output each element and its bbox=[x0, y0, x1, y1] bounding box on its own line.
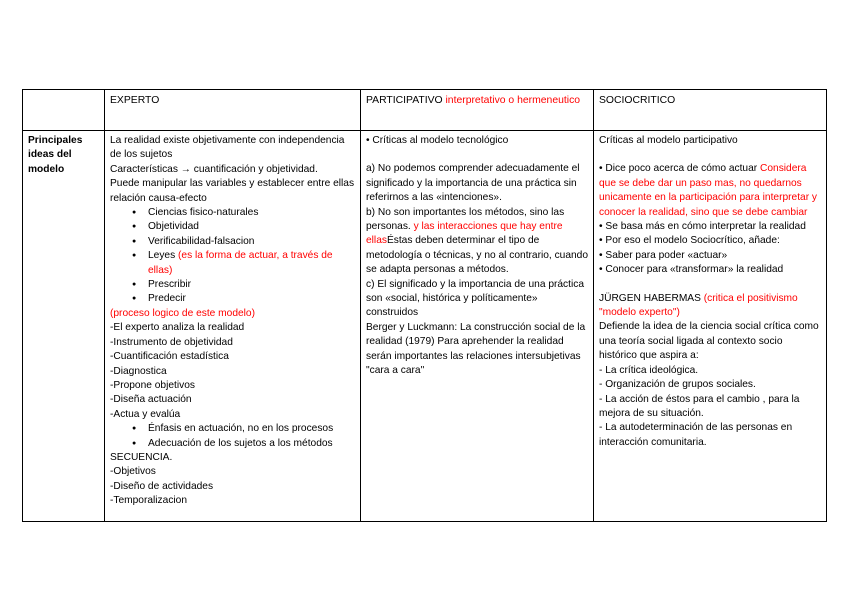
participativo-b-main: b) No son importantes los métodos, sino las personas. bbox=[366, 206, 565, 233]
row-label: Principales ideas del modelo bbox=[23, 131, 105, 522]
experto-line: -Diseña actuación bbox=[110, 394, 192, 406]
list-item: ● Ciencias fisico-naturales bbox=[148, 206, 356, 220]
sociocritico-bullet: • Saber para poder «actuar» bbox=[599, 249, 728, 261]
sociocritico-cell bbox=[594, 131, 827, 522]
list-item: ● Prescribir bbox=[148, 278, 356, 292]
experto-secuencia: SECUENCIA. bbox=[110, 451, 173, 463]
experto-line: -Actua y evalúa bbox=[110, 408, 181, 420]
participativo-b-note: y las interacciones que hay entre ellas bbox=[366, 221, 563, 247]
sociocritico-habermas bbox=[599, 292, 822, 321]
spacer bbox=[366, 148, 589, 162]
participativo-a: a) No podemos comprender adecuadamente el significado y la importancia de una práctica sin referirnos a las «intenciones». bbox=[366, 163, 580, 204]
experto-bullets bbox=[110, 206, 356, 307]
experto-line: -Diseño de actividades bbox=[110, 480, 214, 492]
sociocritico-dice bbox=[599, 162, 822, 220]
leyes-label: Leyes bbox=[148, 250, 179, 262]
experto-line: -Diagnostica bbox=[110, 365, 167, 377]
participativo-b-rest: Éstas deben determinar el tipo de metodología o técnicas, y no al contrario, cuando se adapta personas a métodos. bbox=[366, 235, 588, 276]
experto-bullets-2 bbox=[110, 422, 356, 451]
habermas-name: JÜRGEN HABERMAS bbox=[599, 292, 704, 304]
list-item: ● Énfasis en actuación, no en los procesos bbox=[148, 422, 356, 436]
sociocritico-bullet: • Se basa más en cómo interpretar la realidad bbox=[599, 221, 806, 233]
experto-line: -El experto analiza la realidad bbox=[110, 322, 245, 334]
header-sociocritico: SOCIOCRITICO bbox=[594, 90, 827, 131]
header-participativo-main: PARTICIPATIVO bbox=[366, 95, 446, 106]
experto-line: -Cuantificación estadística bbox=[110, 351, 229, 363]
models-table bbox=[22, 89, 827, 522]
experto-manipular: Puede manipular las variables y establecer entre ellas relación causa-efecto bbox=[110, 178, 355, 204]
experto-line: -Instrumento de objetividad bbox=[110, 336, 233, 348]
experto-line: -Propone objetivos bbox=[110, 379, 195, 391]
header-participativo-red: interpretativo o hermeneutico bbox=[445, 95, 581, 106]
header-participativo bbox=[361, 90, 594, 131]
list-item: ● Predecir bbox=[148, 292, 356, 306]
sociocritico-bullet: • Conocer para «transformar» la realidad bbox=[599, 264, 784, 276]
ideas-row bbox=[23, 131, 827, 522]
participativo-title: • Críticas al modelo tecnológico bbox=[366, 135, 509, 146]
list-item: ● Verificabilidad-falsacion bbox=[148, 235, 356, 249]
participativo-b bbox=[366, 206, 589, 278]
experto-line: -Temporalizacion bbox=[110, 495, 188, 507]
participativo-berger: Berger y Luckmann: La construcción social de la realidad (1979) Para aprehender la realidad serán importantes las relaciones intersubjetivas "cara a cara" bbox=[366, 321, 586, 377]
sociocritico-line: - La crítica ideológica. bbox=[599, 364, 699, 376]
experto-proceso-note: (proceso logico de este modelo) bbox=[110, 307, 255, 319]
header-experto: EXPERTO bbox=[105, 90, 361, 131]
sociocritico-line: - Organización de grupos sociales. bbox=[599, 379, 756, 391]
experto-cell bbox=[105, 131, 361, 522]
participativo-cell bbox=[361, 131, 594, 522]
experto-intro: La realidad existe objetivamente con independencia de los sujetos bbox=[110, 135, 345, 161]
sociocritico-dice-note: Considera que se debe dar un paso mas, no quedarnos unicamente en la participación para interpretar y conocer la realidad, sino que se debe cambiar bbox=[599, 163, 818, 218]
list-item: ● Adecuación de los sujetos a los métodos bbox=[148, 437, 356, 451]
header-empty-cell bbox=[23, 90, 105, 131]
spacer bbox=[599, 278, 822, 292]
leyes-note: (es la forma de actuar, a través de ellas) bbox=[148, 250, 333, 276]
participativo-c: c) El significado y la importancia de una práctica son «social, histórica y políticamente» construidos bbox=[366, 278, 585, 319]
sociocritico-line: - La autodeterminación de las personas en interacción comunitaria. bbox=[599, 422, 793, 448]
sociocritico-bullet: • Por eso el modelo Sociocrítico, añade: bbox=[599, 235, 780, 247]
spacer bbox=[599, 148, 822, 162]
sociocritico-defiende: Defiende la idea de la ciencia social crítica como una teoría social ligada al contexto socio histórico que aspira a: bbox=[599, 321, 819, 362]
list-item: ● Objetividad bbox=[148, 220, 356, 234]
habermas-note: (critica el positivismo "modelo experto") bbox=[599, 292, 798, 319]
experto-caracteristicas: Características → cuantificación y objetividad. bbox=[110, 163, 318, 175]
header-row bbox=[23, 90, 827, 131]
experto-line: -Objetivos bbox=[110, 466, 156, 478]
list-item-leyes bbox=[148, 249, 356, 278]
sociocritico-title: Críticas al modelo participativo bbox=[599, 135, 738, 146]
sociocritico-line: - La acción de éstos para el cambio , para la mejora de su situación. bbox=[599, 393, 800, 419]
sociocritico-dice-main: • Dice poco acerca de cómo actuar bbox=[599, 163, 760, 175]
